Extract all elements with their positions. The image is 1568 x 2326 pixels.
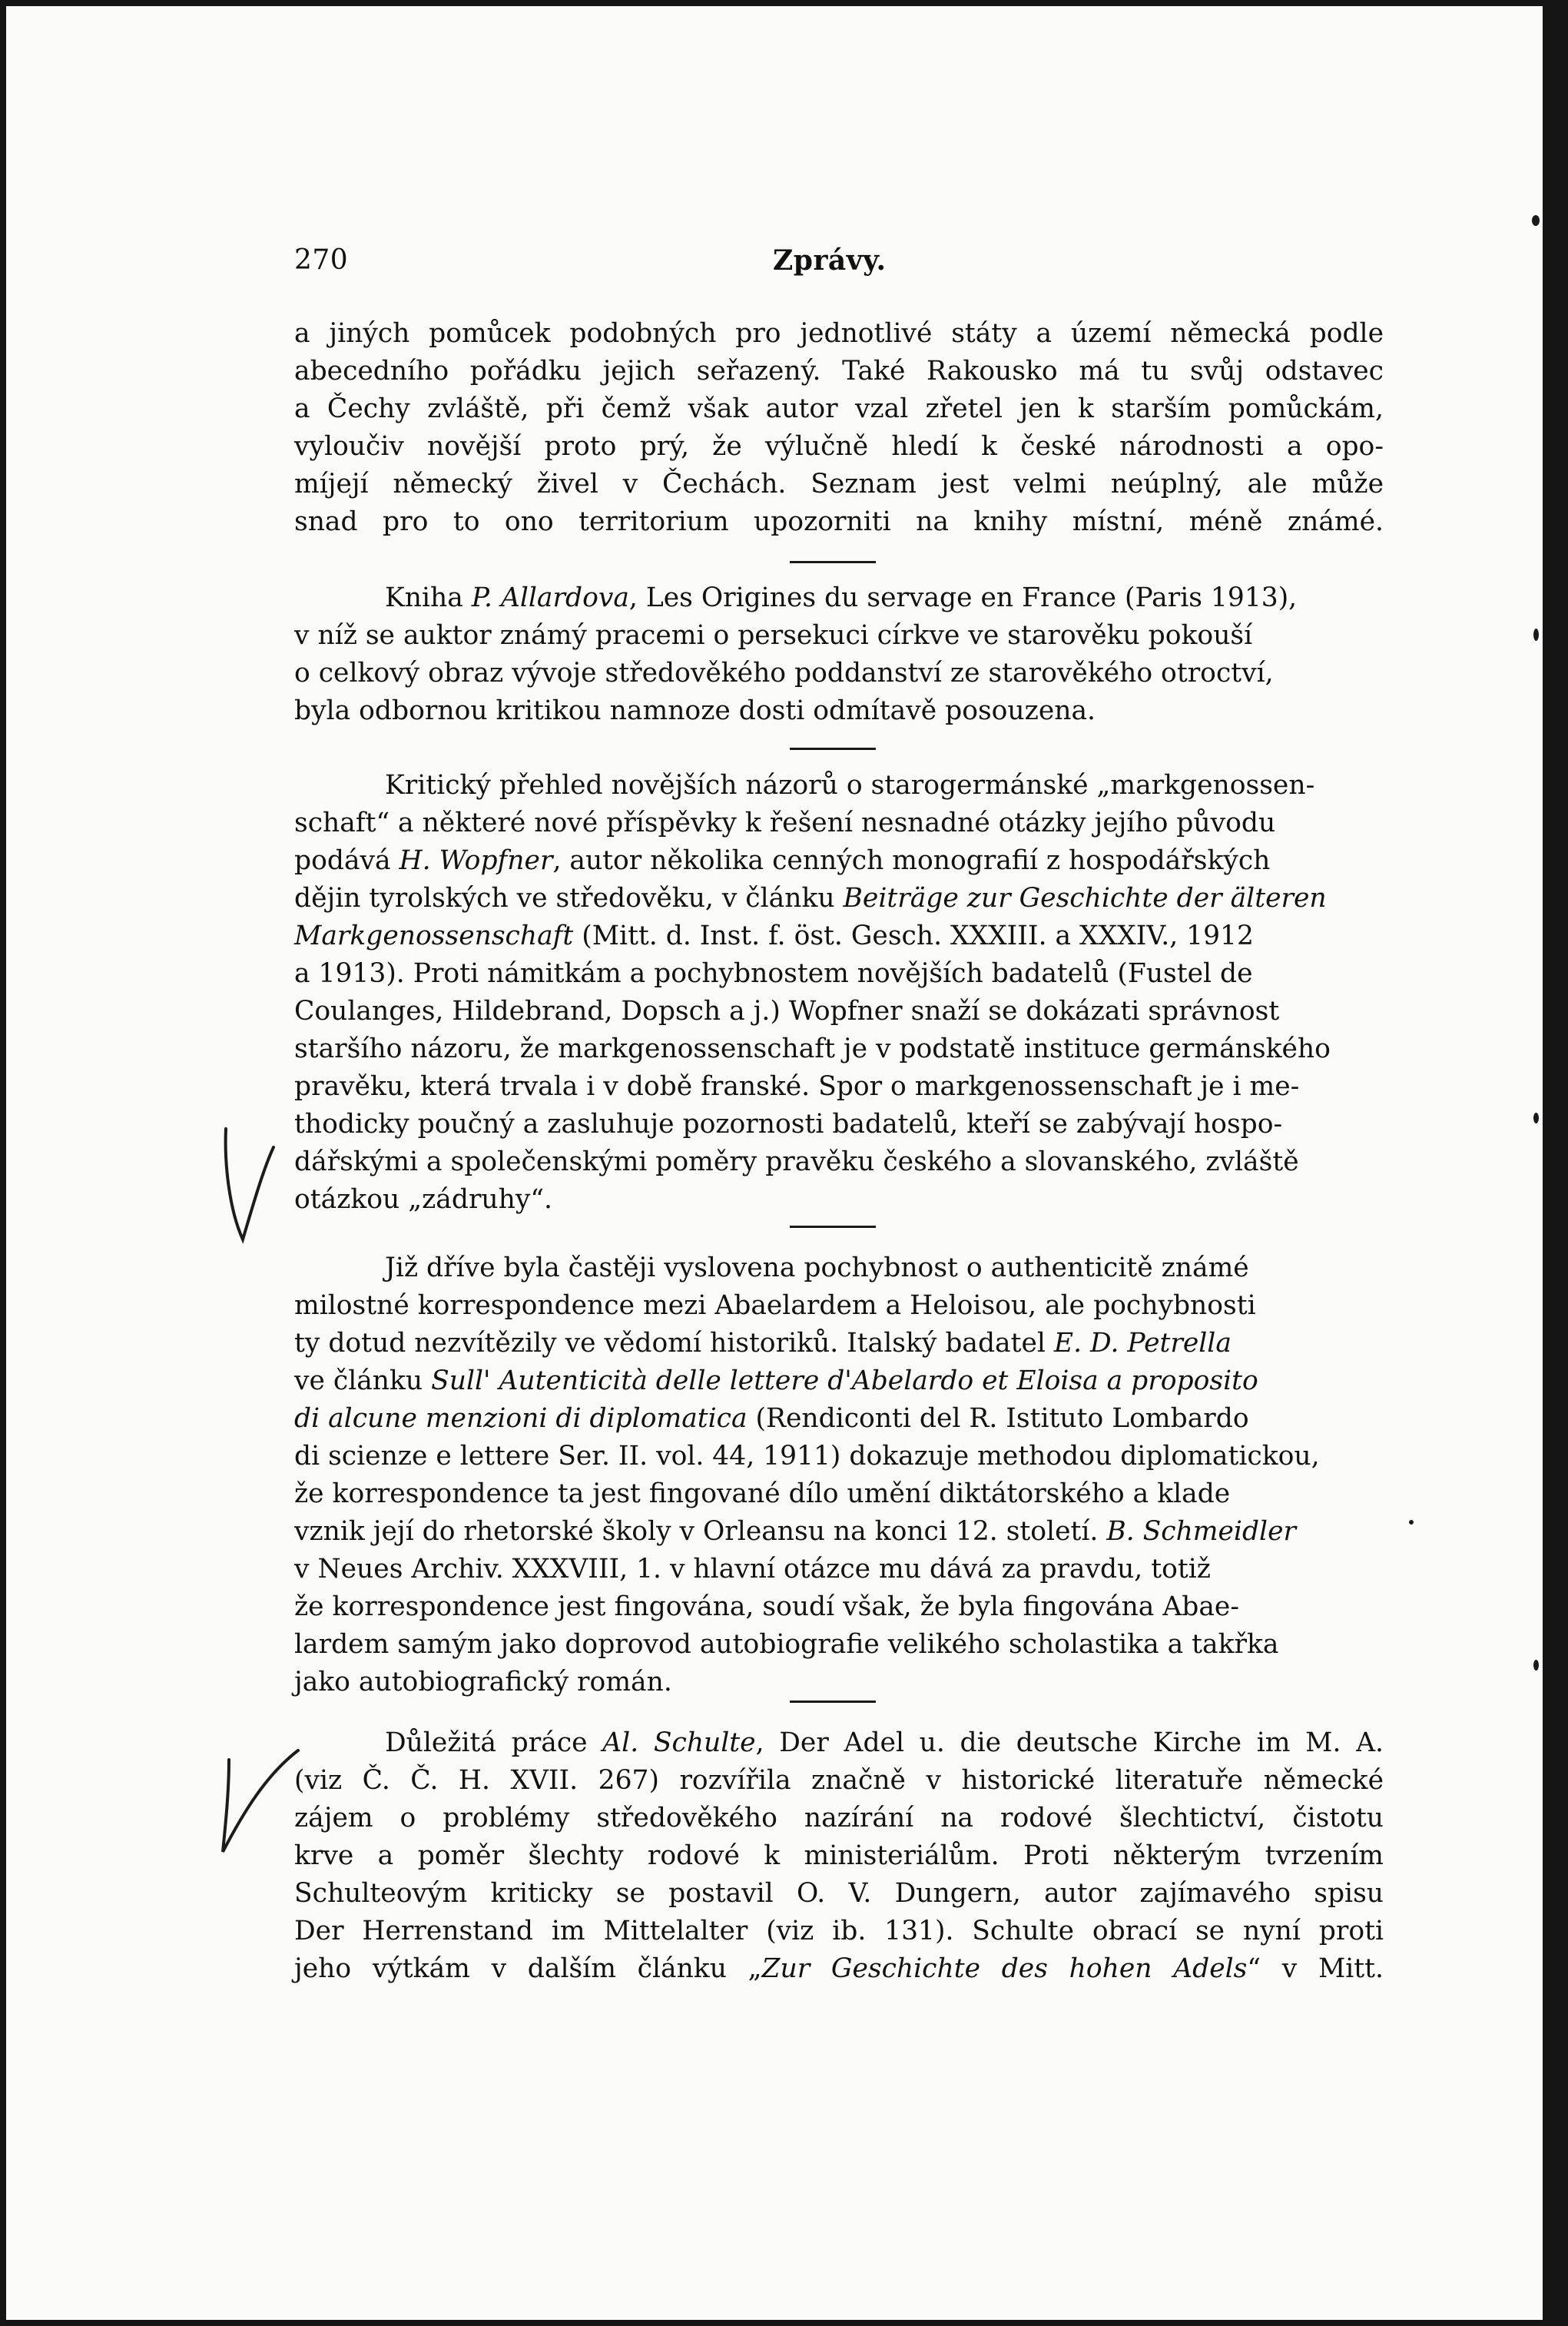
paragraph-1 xyxy=(294,315,1384,541)
text-line: staršího názoru, že markgenossenschaft je v podstatě instituce germánského xyxy=(294,1034,1331,1064)
text-line: v Neues Archiv. XXXVIII, 1. v hlavní otázce mu dává za pravdu, totiž xyxy=(294,1554,1211,1584)
text-line: vznik její do rhetorské školy v Orleansu na konci 12. století. B. Schmeidler xyxy=(294,1516,1296,1547)
text-line: Kniha P. Allardova, Les Origines du servage en France (Paris 1913), xyxy=(385,582,1298,613)
section-separator xyxy=(790,561,876,563)
text-line: o celkový obraz vývoje středověkého poddanství ze starověkého otroctví, xyxy=(294,658,1274,689)
running-title: Zprávy. xyxy=(773,244,887,277)
text-line: Důležitá práce Al. Schulte, Der Adel u. die deutsche Kirche im M. A. xyxy=(385,1727,1384,1758)
page-shadow-border xyxy=(1543,196,1561,2317)
handwritten-check-mark-icon xyxy=(212,1124,281,1247)
italic-title-text: Zur Geschichte des hohen Adels xyxy=(761,1953,1248,1984)
paragraph-5 xyxy=(294,1724,1384,1988)
scan-speck xyxy=(1532,215,1540,226)
italic-title-text: E. D. Petrella xyxy=(1053,1328,1232,1359)
handwritten-check-mark-icon xyxy=(212,1744,304,1860)
text-line: a 1913). Proti námitkám a pochybnostem novějších badatelů (Fustel de xyxy=(294,958,1253,989)
scan-speck xyxy=(1409,1520,1414,1525)
italic-title-text: Al. Schulte xyxy=(602,1727,756,1758)
text-line: ty dotud nezvítězily ve vědomí historiků. Italský badatel E. D. Petrella xyxy=(294,1328,1232,1359)
text-line: jeho výtkám v dalším článku „Zur Geschichte des hohen Adels“ v Mitt. xyxy=(294,1953,1384,1984)
text-line: abecedního pořádku jejich seřazený. Také Rakousko má tu svůj odstavec xyxy=(294,356,1384,387)
text-line: a Čechy zvláště, při čemž však autor vzal zřetel jen k starším pomůckám, xyxy=(294,393,1384,424)
text-line: krve a poměr šlechty rodové k ministeriálům. Proti některým tvrzením xyxy=(294,1840,1384,1871)
scanned-page xyxy=(6,6,1543,2320)
italic-title-text: di alcune menzioni di diplomatica xyxy=(294,1403,748,1434)
italic-title-text: Sull' Autenticità delle lettere d'Abelardo et Eloisa a proposito xyxy=(431,1365,1258,1396)
italic-title-text: B. Schmeidler xyxy=(1106,1516,1296,1547)
text-line: podává H. Wopfner, autor několika cenných monografií z hospodářských xyxy=(294,845,1271,876)
text-line: Coulanges, Hildebrand, Dopsch a j.) Wopfner snaží se dokázati správnost xyxy=(294,996,1280,1027)
text-line: snad pro to ono territorium upozorniti na knihy místní, méně známé. xyxy=(294,506,1384,537)
italic-title-text: P. Allardova xyxy=(471,582,629,613)
text-line: a jiných pomůcek podobných pro jednotlivé státy a území německá podle xyxy=(294,318,1384,349)
paragraph-2 xyxy=(294,579,1384,730)
text-line: Der Herrenstand im Mittelalter (viz ib. 131). Schulte obrací se nyní proti xyxy=(294,1916,1384,1946)
italic-title-text: Beiträge zur Geschichte der älteren xyxy=(843,883,1327,914)
text-line: di scienze e lettere Ser. II. vol. 44, 1911) dokazuje methodou diplomatickou, xyxy=(294,1441,1320,1472)
text-line: otázkou „zádruhy“. xyxy=(294,1184,552,1215)
text-line: dějin tyrolských ve středověku, v článku Beiträge zur Geschichte der älteren xyxy=(294,883,1327,914)
text-line: Schulteovým kriticky se postavil O. V. Dungern, autor zajímavého spisu xyxy=(294,1878,1384,1909)
text-line: že korrespondence jest fingována, soudí však, že byla fingována Abae- xyxy=(294,1591,1239,1622)
page-number: 270 xyxy=(294,244,349,276)
scan-speck xyxy=(1533,629,1539,641)
italic-title-text: H. Wopfner xyxy=(399,845,553,876)
paragraph-3 xyxy=(294,767,1384,1219)
section-separator xyxy=(790,748,876,750)
scan-speck xyxy=(1533,1660,1539,1671)
text-line: v níž se auktor známý pracemi o persekuci církve ve starověku pokouší xyxy=(294,620,1253,651)
scan-speck xyxy=(1533,1113,1539,1123)
text-line: že korrespondence ta jest fingované dílo umění diktátorského a klade xyxy=(294,1478,1231,1509)
text-line: pravěku, která trvala i v době franské. Spor o markgenossenschaft je i me- xyxy=(294,1071,1300,1102)
text-line: jako autobiografický román. xyxy=(294,1667,672,1697)
text-line: Již dříve byla častěji vyslovena pochybnost o authenticitě známé xyxy=(385,1253,1249,1283)
text-line: byla odbornou kritikou namnoze dosti odmítavě posouzena. xyxy=(294,695,1096,726)
text-line: Markgenossenschaft (Mitt. d. Inst. f. öst. Gesch. XXXIII. a XXXIV., 1912 xyxy=(294,921,1254,951)
text-line: zájem o problémy středověkého nazírání na rodové šlechtictví, čistotu xyxy=(294,1803,1384,1833)
text-line: thodicky poučný a zasluhuje pozornosti badatelů, kteří se zabývají hospo- xyxy=(294,1109,1283,1140)
text-line: di alcune menzioni di diplomatica (Rendiconti del R. Istituto Lombardo xyxy=(294,1403,1249,1434)
text-line: vyloučiv novější proto prý, že výlučně hledí k české národnosti a opo- xyxy=(294,431,1384,462)
paragraph-4 xyxy=(294,1249,1384,1701)
text-line: schaft“ a některé nové příspěvky k řešení nesnadné otázky jejího původu xyxy=(294,808,1276,838)
section-separator xyxy=(790,1701,876,1703)
text-line: lardem samým jako doprovod autobiografie velikého scholastika a takřka xyxy=(294,1629,1279,1660)
text-line: míjejí německý živel v Čechách. Seznam jest velmi neúplný, ale může xyxy=(294,469,1384,499)
text-line: dářskými a společenskými poměry pravěku českého a slovanského, zvláště xyxy=(294,1146,1299,1177)
italic-title-text: Markgenossenschaft xyxy=(294,921,574,951)
text-line: (viz Č. Č. H. XVII. 267) rozvířila značně v historické literatuře německé xyxy=(294,1765,1384,1796)
section-separator xyxy=(790,1226,876,1228)
text-line: ve článku Sull' Autenticità delle lettere d'Abelardo et Eloisa a proposito xyxy=(294,1365,1258,1396)
text-line: Kritický přehled novějších názorů o starogermánské „markgenossen- xyxy=(385,770,1315,801)
text-line: milostné korrespondence mezi Abaelardem a Heloisou, ale pochybnosti xyxy=(294,1290,1256,1321)
